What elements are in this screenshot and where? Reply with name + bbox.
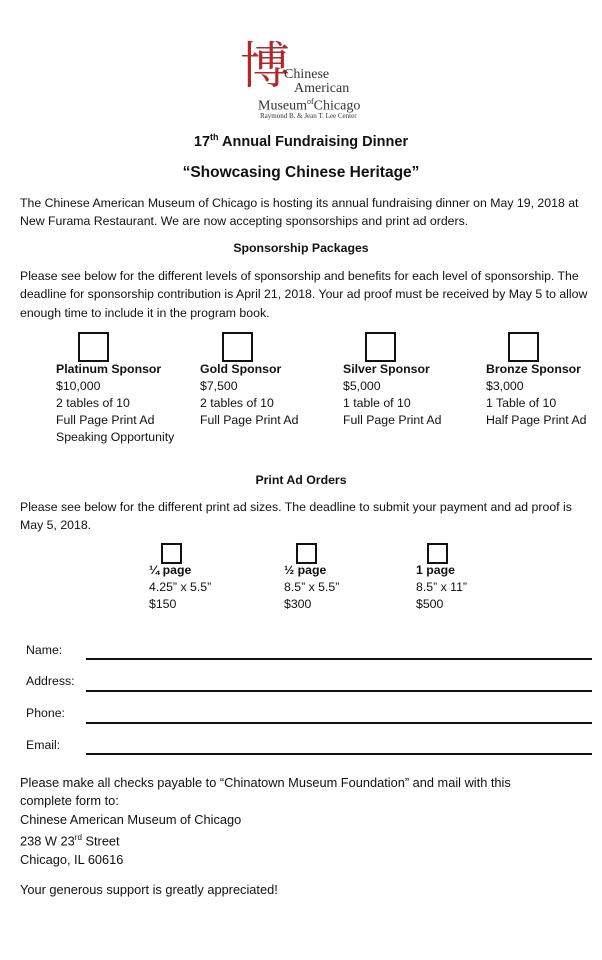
sponsorship-heading: Sponsorship Packages	[233, 241, 369, 255]
sponsorship-text: Please see below for the different levels of sponsorship and benefits for each level of sponsorship. The deadline for sponsorship contribution is April 21, 2018. Your ad proof must be received by May 5 to allow enough time to include it in the program book.	[20, 269, 588, 320]
name-label: Name:	[26, 643, 63, 657]
silver-package: Silver Sponsor $5,000 1 table of 10 Full Page Print Ad	[343, 362, 442, 427]
thank-you-text: Your generous support is greatly appreciated!	[20, 882, 278, 897]
full-page-option: 1 page 8.5” x 11” $500	[416, 563, 468, 611]
email-field[interactable]	[86, 753, 592, 755]
gold-package: Gold Sponsor $7,500 2 tables of 10 Full Page Print Ad	[200, 362, 299, 427]
address-field[interactable]	[86, 690, 592, 692]
gold-checkbox[interactable]	[222, 332, 253, 362]
bronze-package: Bronze Sponsor $3,000 1 Table of 10 Half Page Print Ad	[486, 362, 587, 427]
quarter-page-option: ¼ page 4.25” x 5.5” $150	[149, 563, 212, 611]
print-ad-heading: Print Ad Orders	[255, 473, 347, 487]
logo-character: 博	[240, 37, 290, 95]
event-subtitle: “Showcasing Chinese Heritage”	[182, 164, 420, 181]
half-page-checkbox[interactable]	[296, 543, 317, 564]
phone-label: Phone:	[26, 706, 65, 720]
event-title: 17th Annual Fundraising Dinner	[193, 132, 409, 150]
platinum-package: Platinum Sponsor $10,000 2 tables of 10 Full Page Print Ad Speaking Opportunity	[56, 362, 175, 444]
email-label: Email:	[26, 738, 61, 752]
phone-field[interactable]	[86, 722, 592, 724]
mailing-instructions: Please make all checks payable to “Chinatown Museum Foundation” and mail with this complete form to: Chinese American Museum of Chicago 238 W 23rd Street Chicago, IL 60616	[20, 775, 511, 867]
half-page-option: ½ page 8.5” x 5.5” $300	[284, 563, 340, 611]
bronze-checkbox[interactable]	[508, 332, 539, 362]
address-label: Address:	[26, 674, 75, 688]
quarter-page-checkbox[interactable]	[161, 543, 182, 564]
platinum-checkbox[interactable]	[78, 332, 109, 362]
museum-logo: 博 Chinese American Museum$^{of}$Chicago Raymond B. & Jean T. Lee Center	[240, 37, 361, 120]
silver-checkbox[interactable]	[365, 332, 396, 362]
print-ad-text: Please see below for the different print ad sizes. The deadline to submit your payment and ad proof is May 5, 2018.	[20, 500, 572, 533]
intro-text: The Chinese American Museum of Chicago is hosting its annual fundraising dinner on May 19, 2018 at New Furama Restaurant. We are now accepting sponsorships and print ad orders.	[20, 196, 579, 229]
name-field[interactable]	[86, 658, 592, 660]
full-page-checkbox[interactable]	[427, 543, 448, 564]
